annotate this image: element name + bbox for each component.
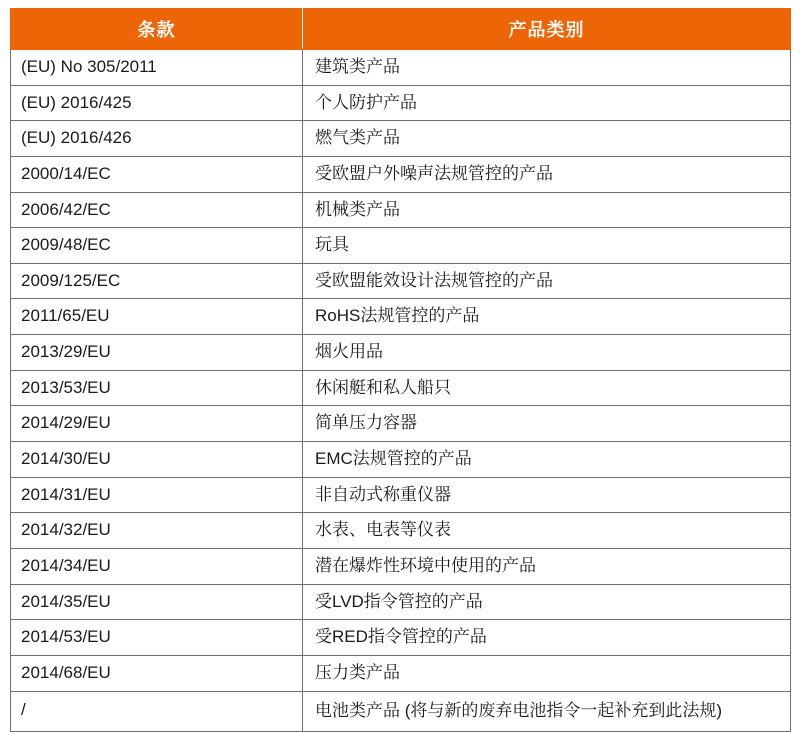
cell-clause: 2014/53/EU: [11, 620, 303, 656]
cell-clause: 2014/68/EU: [11, 655, 303, 691]
cell-clause: 2009/125/EC: [11, 263, 303, 299]
table-header-row: [11, 9, 791, 50]
table-row: [11, 335, 791, 371]
cell-clause: 2000/14/EC: [11, 156, 303, 192]
column-header-category: 产品类别: [303, 9, 791, 50]
regulation-table: [10, 8, 791, 732]
cell-clause: (EU) 2016/425: [11, 85, 303, 121]
cell-clause: (EU) 2016/426: [11, 121, 303, 157]
cell-clause: 2009/48/EC: [11, 228, 303, 264]
cell-clause: 2006/42/EC: [11, 192, 303, 228]
table-row: [11, 370, 791, 406]
table-row: [11, 299, 791, 335]
cell-category: 休闲艇和私人船只: [303, 370, 791, 406]
table-row: [11, 548, 791, 584]
cell-clause: 2014/30/EU: [11, 442, 303, 478]
table-row: [11, 584, 791, 620]
cell-category: 受RED指令管控的产品: [303, 620, 791, 656]
table-row: [11, 228, 791, 264]
cell-clause: 2013/29/EU: [11, 335, 303, 371]
cell-category: 受LVD指令管控的产品: [303, 584, 791, 620]
cell-category: EMC法规管控的产品: [303, 442, 791, 478]
cell-category: 受欧盟能效设计法规管控的产品: [303, 263, 791, 299]
cell-clause: /: [11, 691, 303, 732]
table-row: [11, 406, 791, 442]
cell-clause: 2014/29/EU: [11, 406, 303, 442]
table-row: [11, 477, 791, 513]
table-row: [11, 442, 791, 478]
cell-clause: 2014/35/EU: [11, 584, 303, 620]
column-header-clause: 条款: [11, 9, 303, 50]
cell-category: 简单压力容器: [303, 406, 791, 442]
table-row: [11, 192, 791, 228]
table-row: [11, 121, 791, 157]
cell-category: 潜在爆炸性环境中使用的产品: [303, 548, 791, 584]
cell-category: 电池类产品 (将与新的废弃电池指令一起补充到此法规): [303, 691, 791, 732]
cell-category: 机械类产品: [303, 192, 791, 228]
cell-clause: 2014/32/EU: [11, 513, 303, 549]
table-row: [11, 156, 791, 192]
table-header: [11, 9, 791, 50]
cell-category: 受欧盟户外噪声法规管控的产品: [303, 156, 791, 192]
cell-category: 个人防护产品: [303, 85, 791, 121]
cell-clause: 2013/53/EU: [11, 370, 303, 406]
table-body: [11, 50, 791, 732]
cell-category: 烟火用品: [303, 335, 791, 371]
cell-category: 压力类产品: [303, 655, 791, 691]
cell-category: 水表、电表等仪表: [303, 513, 791, 549]
table-row: [11, 85, 791, 121]
cell-clause: 2011/65/EU: [11, 299, 303, 335]
table-row: [11, 620, 791, 656]
table-row: [11, 655, 791, 691]
table-row: [11, 50, 791, 86]
cell-category: 非自动式称重仪器: [303, 477, 791, 513]
cell-category: 玩具: [303, 228, 791, 264]
table-row: [11, 263, 791, 299]
cell-clause: (EU) No 305/2011: [11, 50, 303, 86]
cell-clause: 2014/34/EU: [11, 548, 303, 584]
table-row: [11, 691, 791, 732]
cell-category: 建筑类产品: [303, 50, 791, 86]
cell-category: 燃气类产品: [303, 121, 791, 157]
table-row: [11, 513, 791, 549]
cell-category: RoHS法规管控的产品: [303, 299, 791, 335]
cell-clause: 2014/31/EU: [11, 477, 303, 513]
